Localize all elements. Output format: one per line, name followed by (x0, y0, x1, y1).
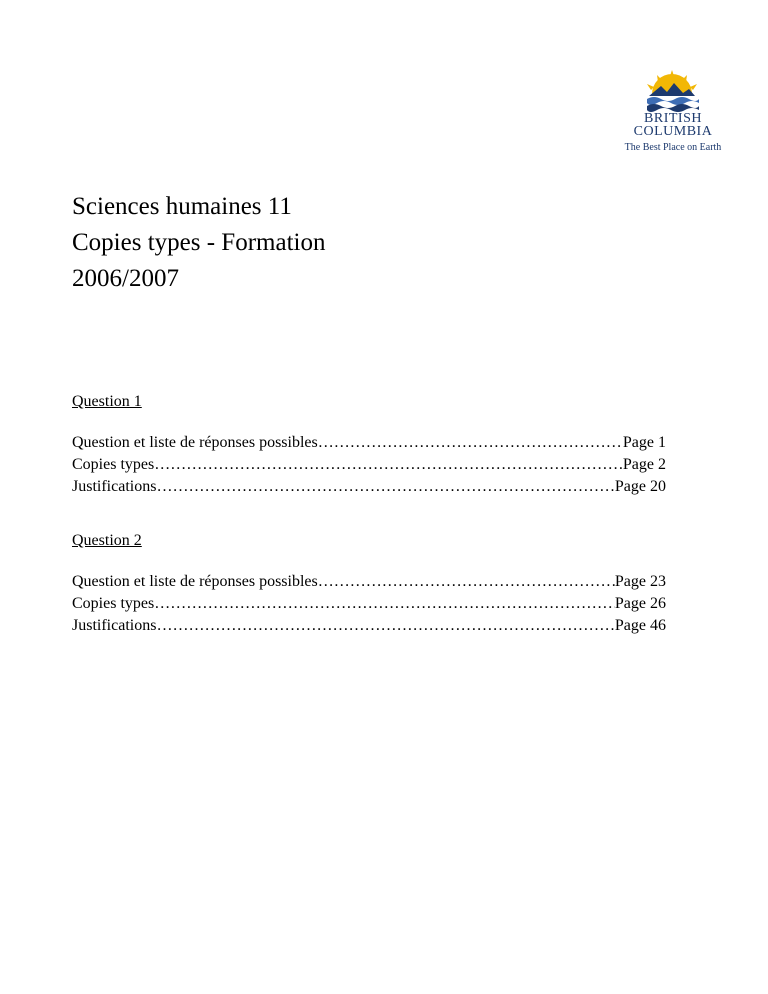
section-heading-question-2: Question 2 (72, 532, 142, 549)
toc-entry-page: Page 1 (622, 434, 666, 451)
toc-entry-page: Page 46 (614, 617, 666, 634)
toc-leader-dots (318, 571, 615, 593)
toc-entry (72, 432, 666, 454)
toc-entry-label: Justifications (72, 478, 157, 495)
toc-leader-dots (318, 432, 623, 454)
toc-entry-label: Copies types (72, 595, 155, 612)
toc-entry (72, 615, 666, 637)
bc-sun-mountain-icon (637, 70, 707, 112)
section-heading-question-1: Question 1 (72, 393, 142, 410)
toc-question-2 (72, 571, 666, 637)
toc-entry (72, 593, 666, 615)
toc-entry-page: Page 23 (614, 573, 666, 590)
logo-tagline: The Best Place on Earth (624, 142, 722, 153)
document-title (72, 189, 325, 297)
toc-entry-page: Page 2 (622, 456, 666, 473)
toc-entry-page: Page 26 (614, 595, 666, 612)
title-line-3: 2006/2007 (72, 265, 179, 292)
toc-leader-dots (156, 615, 614, 637)
toc-question-1 (72, 432, 666, 498)
logo-name-line2: COLUMBIA (633, 124, 713, 139)
title-line-1: Sciences humaines 11 (72, 193, 292, 220)
toc-entry-page: Page 20 (614, 478, 666, 495)
toc-entry-label: Copies types (72, 456, 155, 473)
toc-leader-dots (154, 593, 615, 615)
toc-entry-label: Question et liste de réponses possibles (72, 434, 318, 451)
logo-name-line1: BRITISH (644, 111, 702, 126)
title-line-2: Copies types - Formation (72, 229, 326, 256)
toc-entry-label: Question et liste de réponses possibles (72, 573, 318, 590)
toc-entry (72, 571, 666, 593)
toc-leader-dots (156, 476, 614, 498)
toc-entry-label: Justifications (72, 617, 157, 634)
bc-logo (612, 70, 734, 156)
toc-entry (72, 454, 666, 476)
toc-leader-dots (154, 454, 623, 476)
toc-entry (72, 476, 666, 498)
